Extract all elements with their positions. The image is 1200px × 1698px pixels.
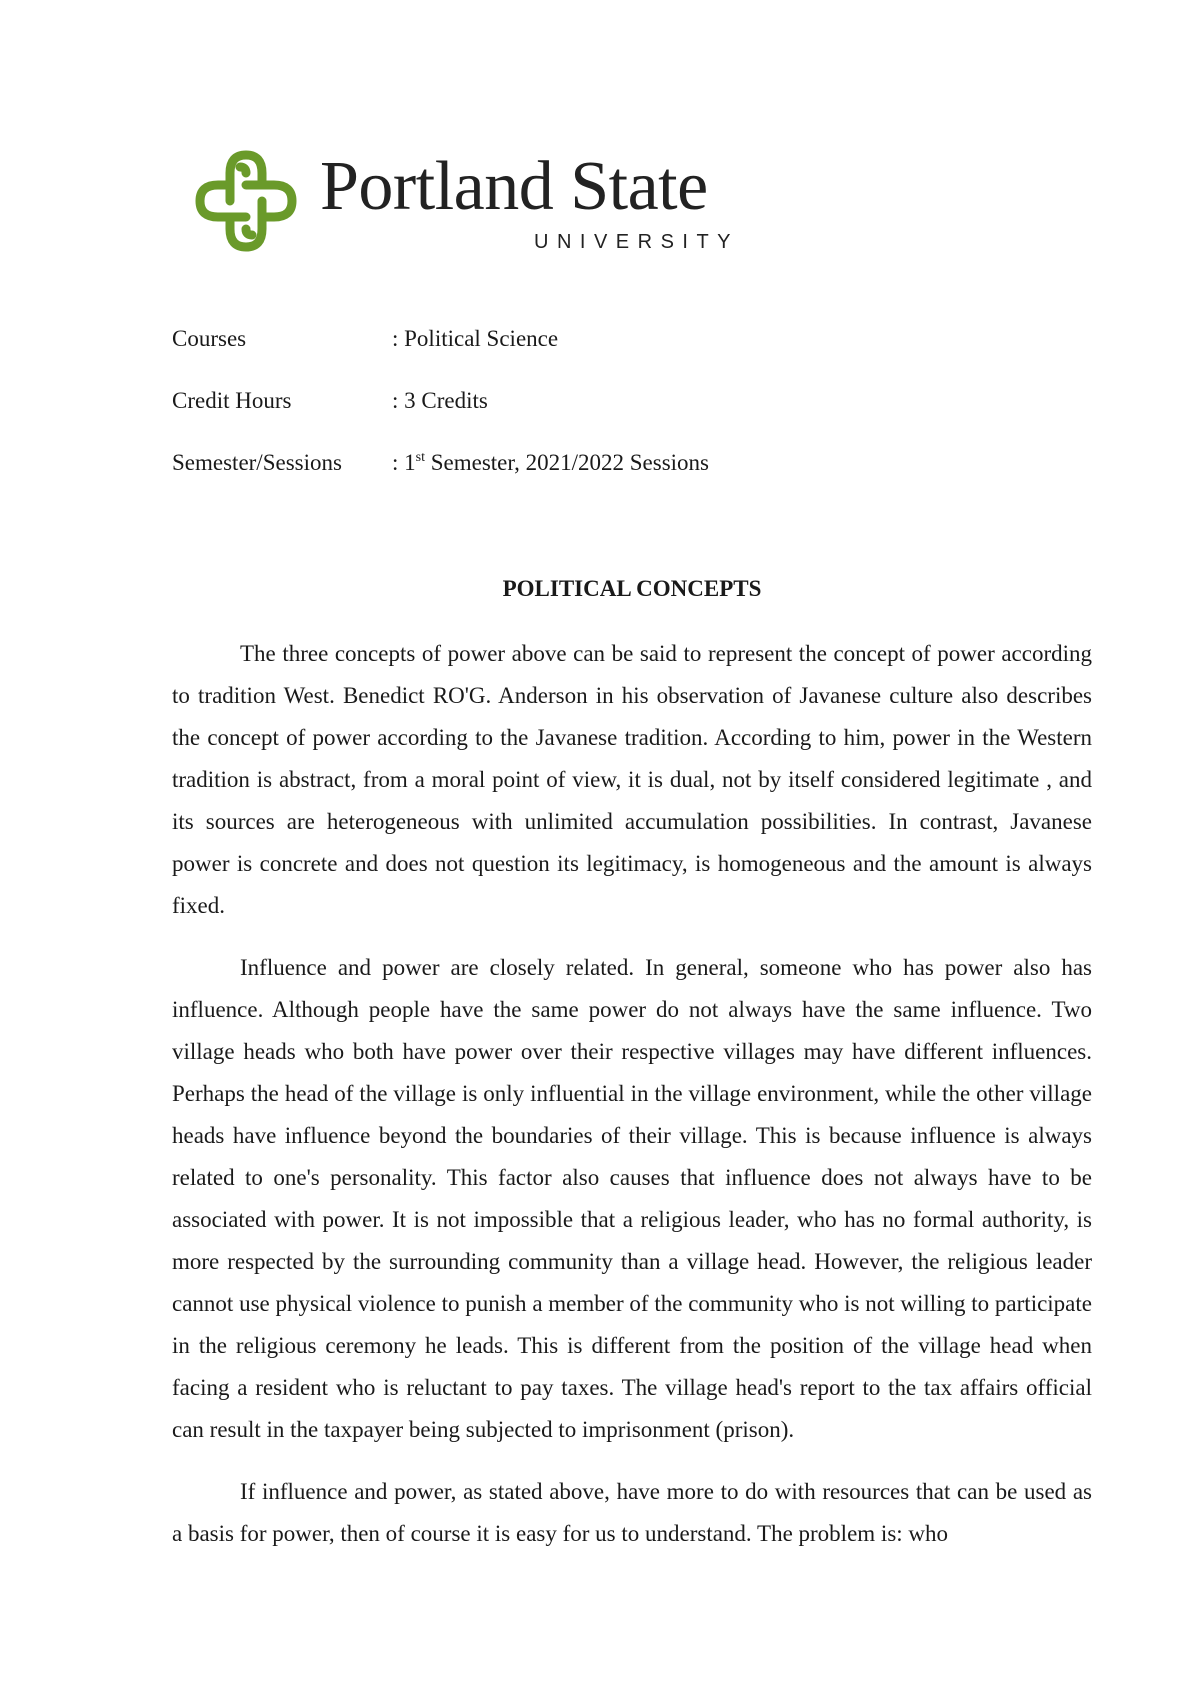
semester-ordinal: st bbox=[415, 450, 425, 465]
credit-hours-label: Credit Hours bbox=[172, 388, 292, 413]
document-title: POLITICAL CONCEPTS bbox=[502, 576, 762, 601]
psu-knot-logo-icon bbox=[190, 145, 302, 257]
paragraph: The three concepts of power above can be said to represent the concept of power according to tradition West. Benedict RO'G. Anderson in his observation of Javanese culture also describes the concept of power according to the Javanese tradition. According to him, power in the Western tradition is abstract, from a moral point of view, it is dual, not by itself considered legitimate , and its sources are heterogeneous with unlimited accumulation possibilities. In contrast, Javanese power is concrete and does not question its legitimacy, is homogeneous and the amount is always fixed. bbox=[172, 641, 1092, 918]
semester-value bbox=[392, 450, 709, 476]
credit-hours-value: : 3 Credits bbox=[392, 388, 488, 413]
paragraph: Influence and power are closely related. In general, someone who has power also has influence. Although people have the same power do not always have the same influence. Two village heads who both have power over their respective villages may have different influences. Perhaps the head of the village is only influential in the village environment, while the other village heads have influence beyond the boundaries of their village. This is because influence is always related to one's personality. This factor also causes that influence does not always have to be associated with power. It is not impossible that a religious leader, who has no formal authority, is more respected by the surrounding community than a village head. However, the religious leader cannot use physical violence to punish a member of the community who is not willing to participate in the religious ceremony he leads. This is different from the position of the village head when facing a resident who is reluctant to pay taxes. The village head's report to the tax affairs official can result in the taxpayer being subjected to imprisonment (prison). bbox=[172, 955, 1092, 1442]
semester-prefix: : 1 bbox=[392, 450, 416, 475]
document-body bbox=[172, 633, 1092, 1575]
logo-subtitle: UNIVERSITY bbox=[534, 231, 740, 253]
logo-wordmark: Portland State bbox=[320, 148, 708, 225]
semester-label: Semester/Sessions bbox=[172, 450, 342, 475]
course-label: Courses bbox=[172, 326, 247, 351]
university-logo bbox=[190, 145, 750, 265]
course-value: : Political Science bbox=[392, 326, 559, 351]
paragraph: If influence and power, as stated above, have more to do with resources that can be used as a basis for power, then of course it is easy for us to understand. The problem is: who bbox=[172, 1479, 1092, 1546]
semester-suffix: Semester, 2021/2022 Sessions bbox=[424, 450, 710, 475]
